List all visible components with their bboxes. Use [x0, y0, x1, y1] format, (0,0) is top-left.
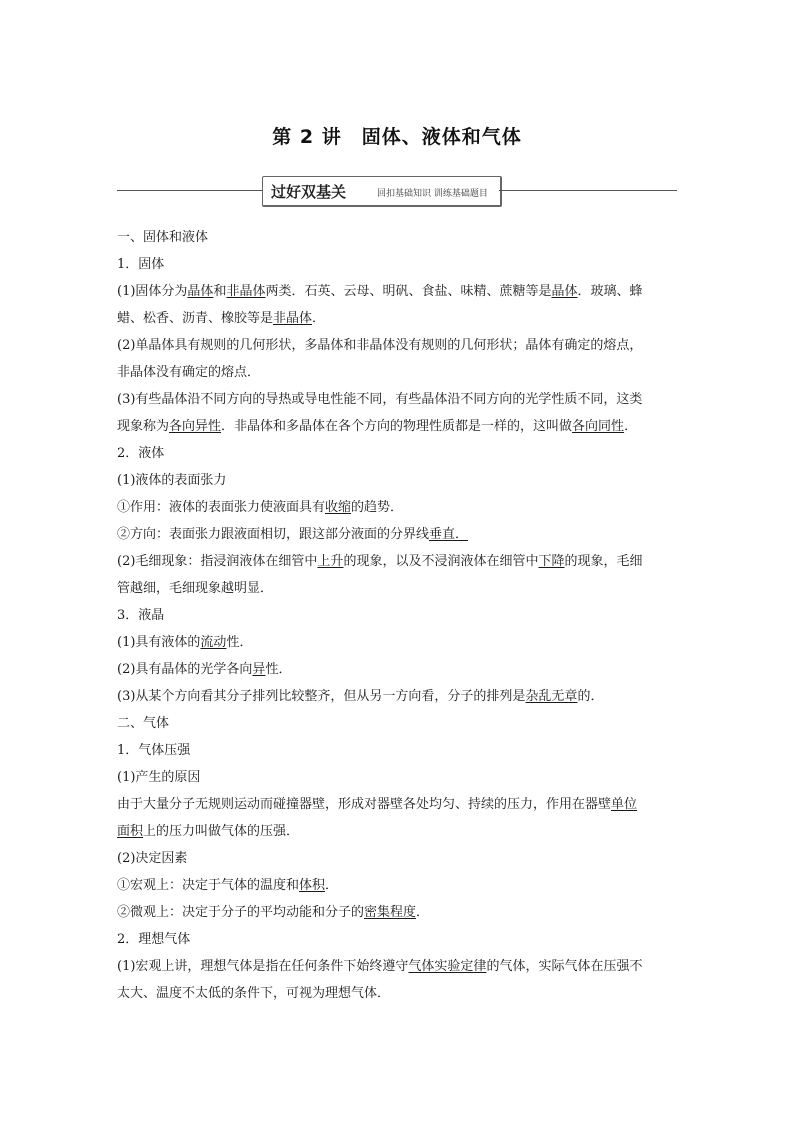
text-segment: 管越细，毛细现象越明显．	[117, 581, 274, 596]
banner-rule-left	[117, 190, 262, 191]
text-line	[117, 737, 679, 764]
underlined-answer: 体积	[299, 878, 326, 893]
text-line	[117, 575, 679, 602]
banner-label: 过好双基关	[271, 183, 347, 201]
underlined-answer: 各向异性	[169, 419, 222, 434]
underlined-answer: 垂直．	[429, 527, 469, 542]
text-segment: ①作用：液体的表面张力使液面具有	[117, 500, 326, 515]
underlined-answer: 面积	[117, 824, 144, 839]
text-segment: 现象称为	[117, 419, 170, 434]
text-segment: ．	[325, 878, 339, 893]
text-line	[117, 926, 679, 953]
underlined-answer: 晶体	[187, 284, 214, 299]
text-line	[117, 872, 679, 899]
banner-rule-right	[499, 190, 677, 191]
text-segment: (1)固体分为	[117, 284, 188, 299]
underlined-answer: 各向同性	[572, 419, 625, 434]
text-line	[117, 953, 679, 980]
text-segment: 上的压力叫做气体的压强．	[143, 824, 300, 839]
text-segment: 性．	[265, 662, 292, 677]
text-line	[117, 899, 679, 926]
text-segment: 非晶体没有确定的熔点．	[117, 365, 261, 380]
text-segment: (1)液体的表面张力	[117, 473, 227, 488]
document-body	[117, 224, 679, 1007]
text-line	[117, 683, 679, 710]
underlined-answer: 收缩	[325, 500, 352, 515]
text-line	[117, 305, 679, 332]
text-line	[117, 629, 679, 656]
text-segment: (2)单晶体具有规则的几何形状，多晶体和非晶体没有规则的几何形状；晶体有确定的熔点，	[117, 338, 643, 353]
text-segment: ②方向：表面张力跟液面相切，跟这部分液面的分界线	[117, 527, 430, 542]
text-line	[117, 980, 679, 1007]
text-line	[117, 845, 679, 872]
underlined-answer: 非晶体	[273, 311, 313, 326]
text-segment: ．玻璃、蜂	[577, 284, 643, 299]
text-line	[117, 467, 679, 494]
text-line	[117, 521, 679, 548]
text-segment: 性．	[226, 635, 253, 650]
underlined-answer: 非晶体	[226, 284, 266, 299]
banner-subtitle: 回扣基础知识 训练基础题目	[377, 189, 488, 199]
page-title: 第 2 讲 固体、液体和气体	[272, 126, 522, 148]
underlined-answer: 气体实验定律	[408, 959, 487, 974]
text-segment: 两类．石英、云母、明矾、食盐、味精、蔗糖等是	[265, 284, 552, 299]
text-segment: 1．气体压强	[117, 743, 191, 758]
text-line	[117, 332, 679, 359]
text-line	[117, 251, 679, 278]
text-line	[117, 359, 679, 386]
underlined-answer: 单位	[611, 797, 638, 812]
text-segment: 的现象，以及不浸润液体在细管中	[343, 554, 539, 569]
underlined-answer: 密集程度	[364, 905, 417, 920]
underlined-answer: 流动	[200, 635, 227, 650]
text-segment: (1)宏观上讲，理想气体是指在任何条件下始终遵守	[117, 959, 409, 974]
text-segment: ①宏观上：决定于气体的温度和	[117, 878, 300, 893]
text-line	[117, 413, 679, 440]
text-line	[117, 818, 679, 845]
text-line	[117, 710, 679, 737]
text-segment: 太大、温度不太低的条件下，可视为理想气体．	[117, 986, 391, 1001]
text-line	[117, 548, 679, 575]
banner-box	[262, 176, 502, 207]
text-line	[117, 278, 679, 305]
underlined-answer: 上升	[317, 554, 344, 569]
text-segment: 一、固体和液体	[117, 230, 209, 245]
underlined-answer: 下降	[538, 554, 565, 569]
text-segment: 和	[213, 284, 227, 299]
text-segment: (2)具有晶体的光学各向	[117, 662, 253, 677]
text-segment: ．	[624, 419, 638, 434]
text-segment: ．非晶体和多晶体在各个方向的物理性质都是一样的，这叫做	[221, 419, 573, 434]
text-segment: 的气体，实际气体在压强不	[486, 959, 643, 974]
text-segment: (3)有些晶体沿不同方向的导热或导电性能不同，有些晶体沿不同方向的光学性质不同，这类	[117, 392, 643, 407]
underlined-answer: 异	[252, 662, 266, 677]
text-line	[117, 764, 679, 791]
text-line	[117, 386, 679, 413]
text-segment: ．	[312, 311, 326, 326]
text-segment: (1)产生的原因	[117, 770, 201, 785]
text-segment: 二、气体	[117, 716, 170, 731]
text-segment: 的趋势．	[351, 500, 404, 515]
text-segment: 由于大量分子无规则运动而碰撞器壁，形成对器壁各处均匀、持续的压力，作用在器壁	[117, 797, 612, 812]
text-segment: 的现象，毛细	[564, 554, 643, 569]
text-line	[117, 656, 679, 683]
text-segment: (1)具有液体的	[117, 635, 201, 650]
text-segment: ②微观上：决定于分子的平均动能和分子的	[117, 905, 365, 920]
text-segment: (2)毛细现象：指浸润液体在细管中	[117, 554, 318, 569]
text-line	[117, 440, 679, 467]
text-segment: ．	[416, 905, 430, 920]
text-segment: (3)从某个方向看其分子排列比较整齐，但从另一方向看，分子的排列是	[117, 689, 526, 704]
text-segment: 的．	[577, 689, 604, 704]
text-segment: 1．固体	[117, 257, 165, 272]
underlined-answer: 杂乱无章	[525, 689, 578, 704]
text-line	[117, 224, 679, 251]
text-segment: 2．液体	[117, 446, 165, 461]
underlined-answer: 晶体	[551, 284, 578, 299]
section-banner	[117, 172, 677, 210]
text-segment: 2．理想气体	[117, 932, 191, 947]
text-line	[117, 602, 679, 629]
text-segment: (2)决定因素	[117, 851, 188, 866]
text-segment: 3．液晶	[117, 608, 165, 623]
text-line	[117, 494, 679, 521]
text-line	[117, 791, 679, 818]
text-segment: 蜡、松香、沥青、橡胶等是	[117, 311, 274, 326]
